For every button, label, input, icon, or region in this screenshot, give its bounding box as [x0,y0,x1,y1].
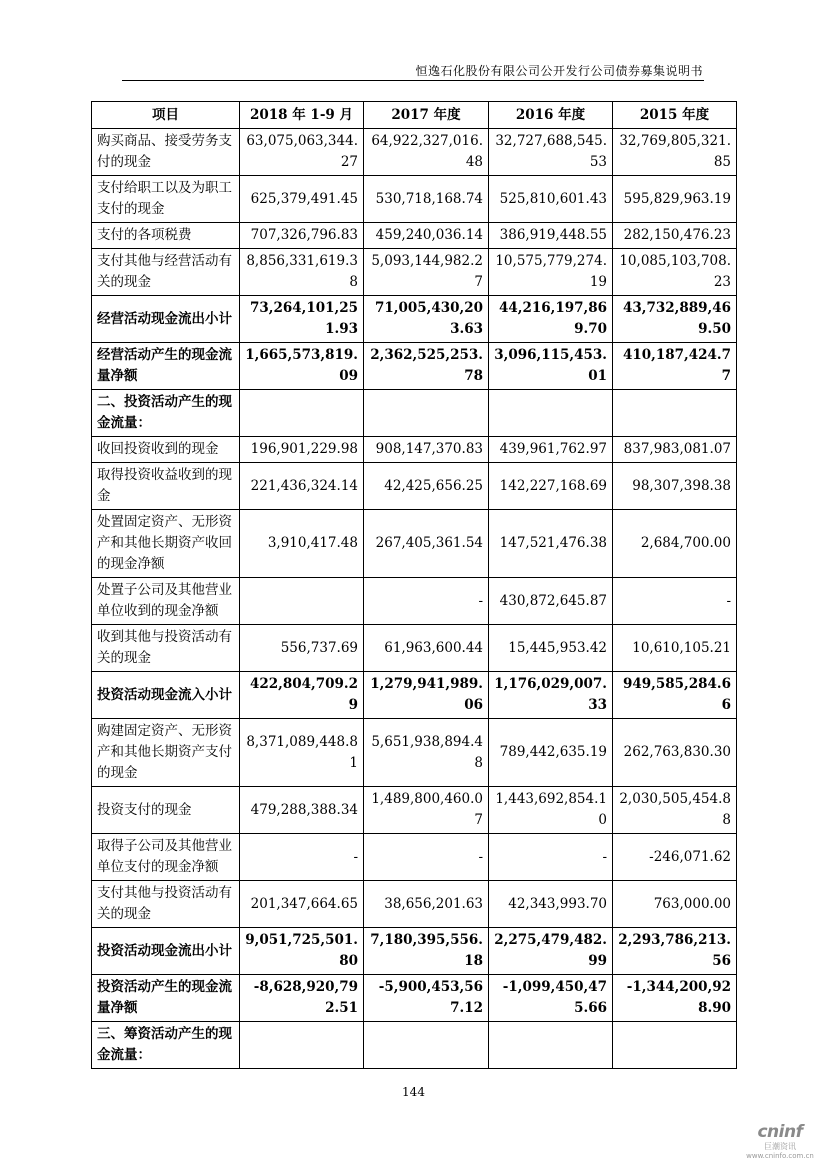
row-label: 取得投资收益收到的现金 [92,463,240,510]
column-header: 2015 年度 [613,102,737,129]
cell-2017: 61,963,600.44 [364,625,489,672]
table-row [92,719,737,787]
cell-2018q3 [240,578,364,625]
row-label: 投资支付的现金 [92,787,240,834]
table-row [92,578,737,625]
table-row-subtotal [92,296,737,343]
row-label: 支付其他与投资活动有关的现金 [92,881,240,928]
cell-2017 [364,1022,489,1069]
cell-2017: 459,240,036.14 [364,223,489,249]
table-row [92,176,737,223]
cell-2017: 530,718,168.74 [364,176,489,223]
cell-2017: 908,147,370.83 [364,437,489,463]
cell-2015: 282,150,476.23 [613,223,737,249]
logo-url: www.cninfo.com.cn [746,1152,814,1160]
cell-2016: 430,872,645.87 [489,578,613,625]
cell-2017: - [364,578,489,625]
table-row [92,834,737,881]
cell-2016: 142,227,168.69 [489,463,613,510]
row-label: 投资活动现金流出小计 [92,928,240,975]
cell-2018q3: 73,264,101,251.93 [240,296,364,343]
cell-2015: 98,307,398.38 [613,463,737,510]
column-header: 2016 年度 [489,102,613,129]
table-row-subtotal [92,672,737,719]
table-section-header [92,1022,737,1069]
row-label: 取得子公司及其他营业单位支付的现金净额 [92,834,240,881]
cell-2016: 1,443,692,854.10 [489,787,613,834]
row-label: 处置固定资产、无形资产和其他长期资产收回的现金净额 [92,510,240,578]
cell-2018q3: 3,910,417.48 [240,510,364,578]
table-row [92,787,737,834]
table-row-total [92,343,737,390]
table-row [92,510,737,578]
cell-2016: 789,442,635.19 [489,719,613,787]
cell-2017: 38,656,201.63 [364,881,489,928]
cell-2018q3: 1,665,573,819.09 [240,343,364,390]
cell-2018q3: 422,804,709.29 [240,672,364,719]
cell-2017: 267,405,361.54 [364,510,489,578]
cell-2015: 32,769,805,321.85 [613,129,737,176]
row-label: 支付给职工以及为职工支付的现金 [92,176,240,223]
table-row [92,223,737,249]
row-label: 购建固定资产、无形资产和其他长期资产支付的现金 [92,719,240,787]
table-row [92,249,737,296]
cell-2018q3: 8,856,331,619.38 [240,249,364,296]
section-label: 三、筹资活动产生的现金流量： [92,1022,240,1069]
cell-2016 [489,1022,613,1069]
cell-2015: 837,983,081.07 [613,437,737,463]
cell-2017: 1,279,941,989.06 [364,672,489,719]
row-label: 经营活动现金流出小计 [92,296,240,343]
table-header-row [92,102,737,129]
cell-2016: 2,275,479,482.99 [489,928,613,975]
cell-2017: 2,362,525,253.78 [364,343,489,390]
cell-2015: 410,187,424.77 [613,343,737,390]
row-label: 经营活动产生的现金流量净额 [92,343,240,390]
column-header: 2018 年 1-9 月 [240,102,364,129]
cell-2016: 525,810,601.43 [489,176,613,223]
cell-2018q3: 707,326,796.83 [240,223,364,249]
cell-2016: 15,445,953.42 [489,625,613,672]
cell-2017: 71,005,430,203.63 [364,296,489,343]
cell-2018q3: 201,347,664.65 [240,881,364,928]
cell-2018q3: 8,371,089,448.81 [240,719,364,787]
cell-2017: 64,922,327,016.48 [364,129,489,176]
cell-2015: 10,085,103,708.23 [613,249,737,296]
cell-2017: 5,651,938,894.48 [364,719,489,787]
table-row [92,437,737,463]
table-row [92,129,737,176]
cell-2016: 44,216,197,869.70 [489,296,613,343]
cell-2015: 2,030,505,454.88 [613,787,737,834]
row-label: 处置子公司及其他营业单位收到的现金净额 [92,578,240,625]
cell-2016: 42,343,993.70 [489,881,613,928]
cell-2017 [364,390,489,437]
cell-2015: 2,293,786,213.56 [613,928,737,975]
cell-2015: - [613,578,737,625]
cell-2015: 763,000.00 [613,881,737,928]
cell-2015: 2,684,700.00 [613,510,737,578]
table-row-subtotal [92,928,737,975]
cell-2018q3: 196,901,229.98 [240,437,364,463]
logo-subtitle: 巨潮资讯 [764,1142,796,1151]
cell-2018q3: 9,051,725,501.80 [240,928,364,975]
header-divider [122,80,704,81]
cell-2016: 439,961,762.97 [489,437,613,463]
cell-2016: 1,176,029,007.33 [489,672,613,719]
cell-2018q3 [240,390,364,437]
cell-2018q3: 625,379,491.45 [240,176,364,223]
column-header: 2017 年度 [364,102,489,129]
cell-2016: - [489,834,613,881]
cell-2015: 10,610,105.21 [613,625,737,672]
cell-2016: -1,099,450,475.66 [489,975,613,1022]
page-number: 144 [402,1085,425,1099]
table-row-total [92,975,737,1022]
row-label: 投资活动现金流入小计 [92,672,240,719]
cell-2017: 7,180,395,556.18 [364,928,489,975]
cninfo-logo [745,1122,815,1161]
cell-2018q3: - [240,834,364,881]
cell-2018q3: 221,436,324.14 [240,463,364,510]
cell-2018q3 [240,1022,364,1069]
cell-2018q3: 63,075,063,344.27 [240,129,364,176]
column-header: 项目 [92,102,240,129]
cell-2018q3: 556,737.69 [240,625,364,672]
cell-2016: 10,575,779,274.19 [489,249,613,296]
cell-2017: 5,093,144,982.27 [364,249,489,296]
row-label: 支付其他与经营活动有关的现金 [92,249,240,296]
cell-2016: 32,727,688,545.53 [489,129,613,176]
cell-2015: -1,344,200,928.90 [613,975,737,1022]
cell-2015: 595,829,963.19 [613,176,737,223]
cell-2015: 43,732,889,469.50 [613,296,737,343]
cell-2015 [613,1022,737,1069]
table-section-header [92,390,737,437]
cell-2017: - [364,834,489,881]
cell-2016: 3,096,115,453.01 [489,343,613,390]
row-label: 支付的各项税费 [92,223,240,249]
cell-2015: 262,763,830.30 [613,719,737,787]
cash-flow-table [91,101,737,1069]
cell-2018q3: -8,628,920,792.51 [240,975,364,1022]
logo-brand: cninf [757,1122,803,1142]
table-row [92,881,737,928]
row-label: 收到其他与投资活动有关的现金 [92,625,240,672]
cell-2016: 147,521,476.38 [489,510,613,578]
cell-2015: -246,071.62 [613,834,737,881]
cell-2016: 386,919,448.55 [489,223,613,249]
document-header-title: 恒逸石化股份有限公司公开发行公司债券募集说明书 [415,64,703,78]
cell-2017: 1,489,800,460.07 [364,787,489,834]
table-row [92,463,737,510]
section-label: 二、投资活动产生的现金流量： [92,390,240,437]
table-row [92,625,737,672]
cell-2015: 949,585,284.66 [613,672,737,719]
cell-2017: 42,425,656.25 [364,463,489,510]
cell-2016 [489,390,613,437]
row-label: 投资活动产生的现金流量净额 [92,975,240,1022]
cell-2018q3: 479,288,388.34 [240,787,364,834]
row-label: 购买商品、接受劳务支付的现金 [92,129,240,176]
row-label: 收回投资收到的现金 [92,437,240,463]
cell-2017: -5,900,453,567.12 [364,975,489,1022]
cell-2015 [613,390,737,437]
